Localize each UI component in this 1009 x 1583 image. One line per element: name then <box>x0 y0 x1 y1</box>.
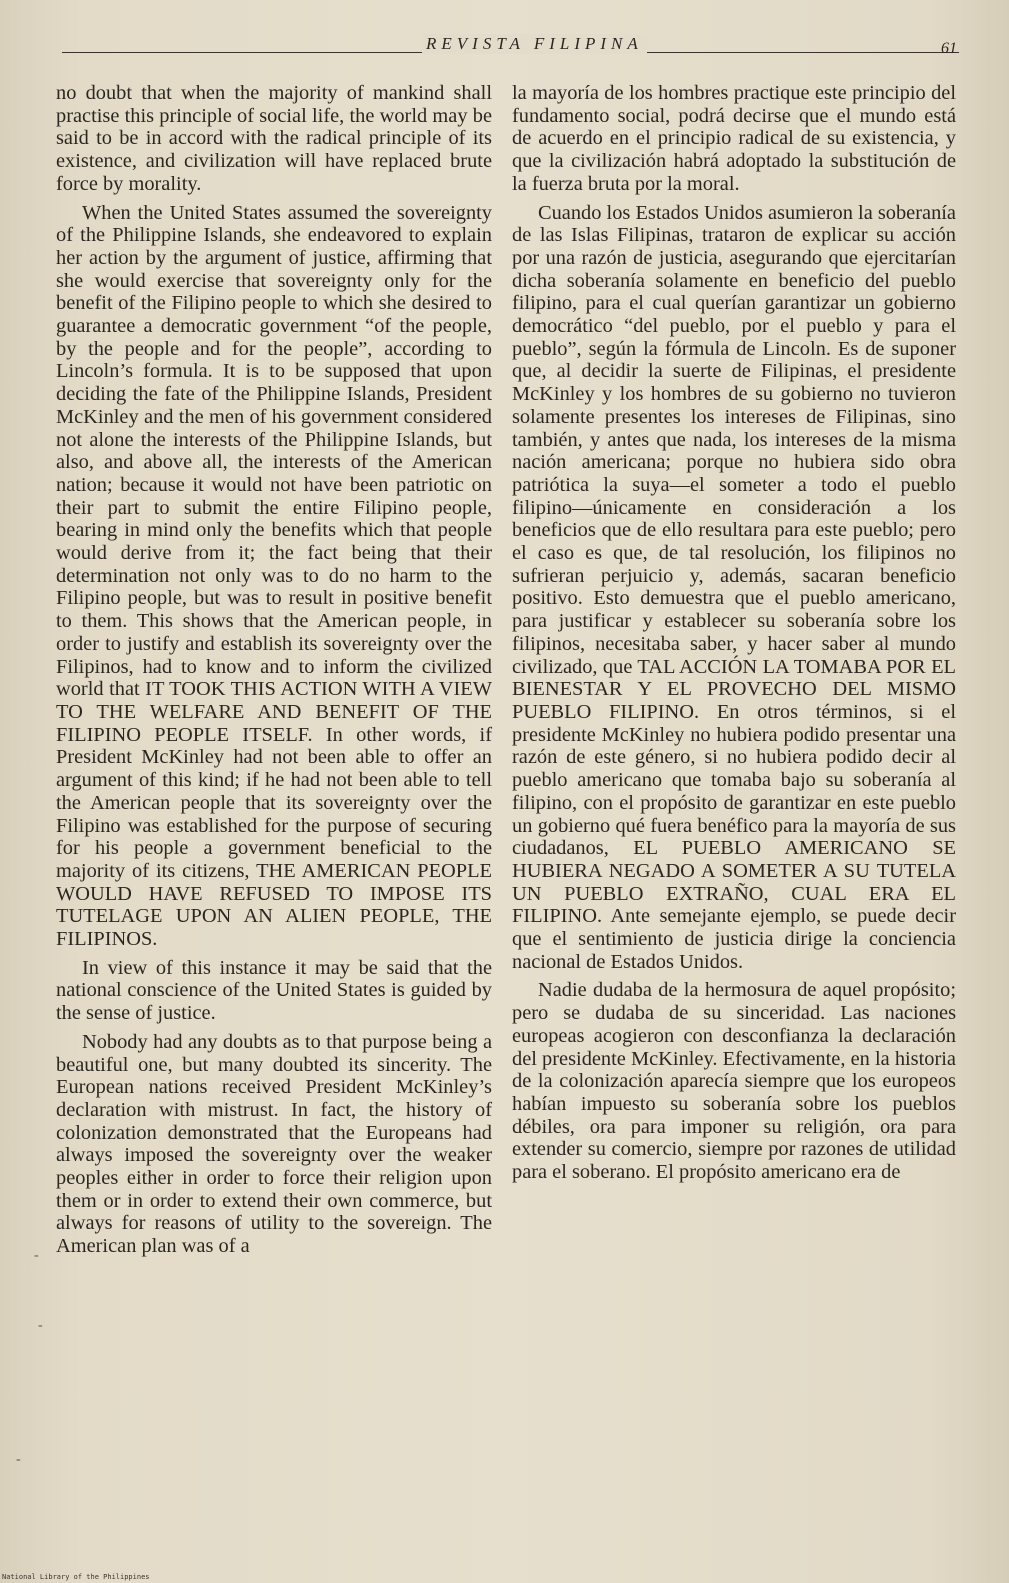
paragraph: Nobody had any doubts as to that purpose being a beautiful one, but many doubted its sincerity. The European nations received President McKinley’s declaration with mistrust. In fact, the history of colonization demonstrated that the Europeans had always imposed the sovereignty over the weaker peoples either in order to force their religion upon them or in order to extend their own commerce, but always for reasons of utility to the sovereign. The American plan was of a <box>56 1030 492 1258</box>
paragraph: la mayoría de los hombres practique este principio del fundamento social, podrá decirse que el mundo está de acuerdo en el principio radical de su existencia, y que la civilización habrá adoptado la substitución de la fuerza bruta por la moral. <box>512 82 956 195</box>
running-header <box>62 30 959 64</box>
margin-dash: - <box>16 1452 21 1467</box>
margin-dash: - <box>38 1318 43 1333</box>
journal-title: REVISTA FILIPINA <box>422 34 647 54</box>
paragraph: In view of this instance it may be said that the national conscience of the United States is guided by the sense of justice. <box>56 956 492 1025</box>
library-credit: National Library of the Philippines <box>2 1573 150 1581</box>
paragraph: Nadie dudaba de la hermosura de aquel propósito; pero se dudaba de su sinceridad. Las naciones europeas acogieron con desconfianza la declaración del presidente McKinley. Efectivamente, en la historia de la colonización aparecía siempre que los europeos habían impuesto su soberanía sobre los pueblos débiles, ora para imponer su religión, ora para extender su comercio, siempre por razones de utilidad para el soberano. El propósito americano era de <box>512 979 956 1184</box>
margin-dash: - <box>34 1248 39 1263</box>
page-number: 61 <box>941 40 957 57</box>
english-column <box>56 82 492 1264</box>
spanish-column <box>512 82 956 1190</box>
paragraph: Cuando los Estados Unidos asumieron la soberanía de las Islas Filipinas, trataron de explicar su acción por una razón de justicia, asegurando que ejercitarían dicha soberanía solamente en beneficio del pueblo filipino, para el cual querían garantizar un gobierno democrático “del pueblo, por el pueblo y para el pueblo”, según la fórmula de Lincoln. Es de suponer que, al decidir la suerte de Filipinas, el presidente McKinley y los hombres de su gobierno no tuvieron solamente presentes los intereses de Filipinas, sino también, y antes que nada, los intereses de la misma nación americana; porque no hubiera sido obra patriótica la suya—el someter a todo el pueblo filipino—únicamente en consideración a los beneficios que de ello resultara para este pueblo; pero el caso es que, de tal resolución, los filipinos no sufrieran perjuicio y, además, sacaran beneficio positivo. Esto demuestra que el pueblo americano, para justificar y establecer su soberanía sobre los filipinos, necesitaba saber, y hacer saber al mundo civilizado, que TAL ACCIÓN LA TOMABA POR EL BIENESTAR Y EL PROVECHO DEL MISMO PUEBLO FILIPINO. En otros términos, si el presidente McKinley no hubiera podido presentar una razón de este género, si no hubiera podido decir al pueblo americano que tomaba bajo su soberanía al filipino, con el propósito de garantizar en este pueblo un gobierno qué fuera benéfico para la mayoría de sus ciudadanos, EL PUEBLO AMERICANO SE HUBIERA NEGADO A SOMETER A SU TUTELA UN PUEBLO EXTRAÑO, CUAL ERA EL FILIPINO. Ante semejante ejemplo, se puede decir que el sentimiento de justicia dirige la conciencia nacional de Estados Unidos. <box>512 201 956 973</box>
paragraph: When the United States assumed the sovereignty of the Philippine Islands, she endeavored to explain her action by the argument of justice, affirming that she would exercise that sovereignty only for the benefit of the Filipino people to which she desired to guarantee a democratic government “of the people, by the people and for the people”, according to Lincoln’s formula. It is to be supposed that upon deciding the fate of the Philippine Islands, President McKinley and the men of his government considered not alone the interests of the Philippine Islands, but also, and above all, the interests of the American nation; because it would not have been patriotic on their part to submit the entire Filipino people, bearing in mind only the benefits which that people would derive from it; the fact being that their determination not only was to do no harm to the Filipino people, but was to result in positive benefit to them. This shows that the American people, in order to justify and establish its sovereignty over the Filipinos, had to know and to inform the civilized world that IT TOOK THIS ACTION WITH A VIEW TO THE WELFARE AND BENEFIT OF THE FILIPINO PEOPLE ITSELF. In other words, if President McKinley had not been able to offer an argument of this kind; if he had not been able to tell the American people that its sovereignty over the Filipino was established for the purpose of securing for his people a government beneficial to the majority of its citizens, THE AMERICAN PEOPLE WOULD HAVE REFUSED TO IMPOSE ITS TUTELAGE UPON AN ALIEN PEOPLE, THE FILIPINOS. <box>56 201 492 951</box>
paragraph: no doubt that when the majority of mankind shall practise this principle of social life, the world may be said to be in accord with the radical principle of its existence, and civilization will have replaced brute force by morality. <box>56 82 492 195</box>
